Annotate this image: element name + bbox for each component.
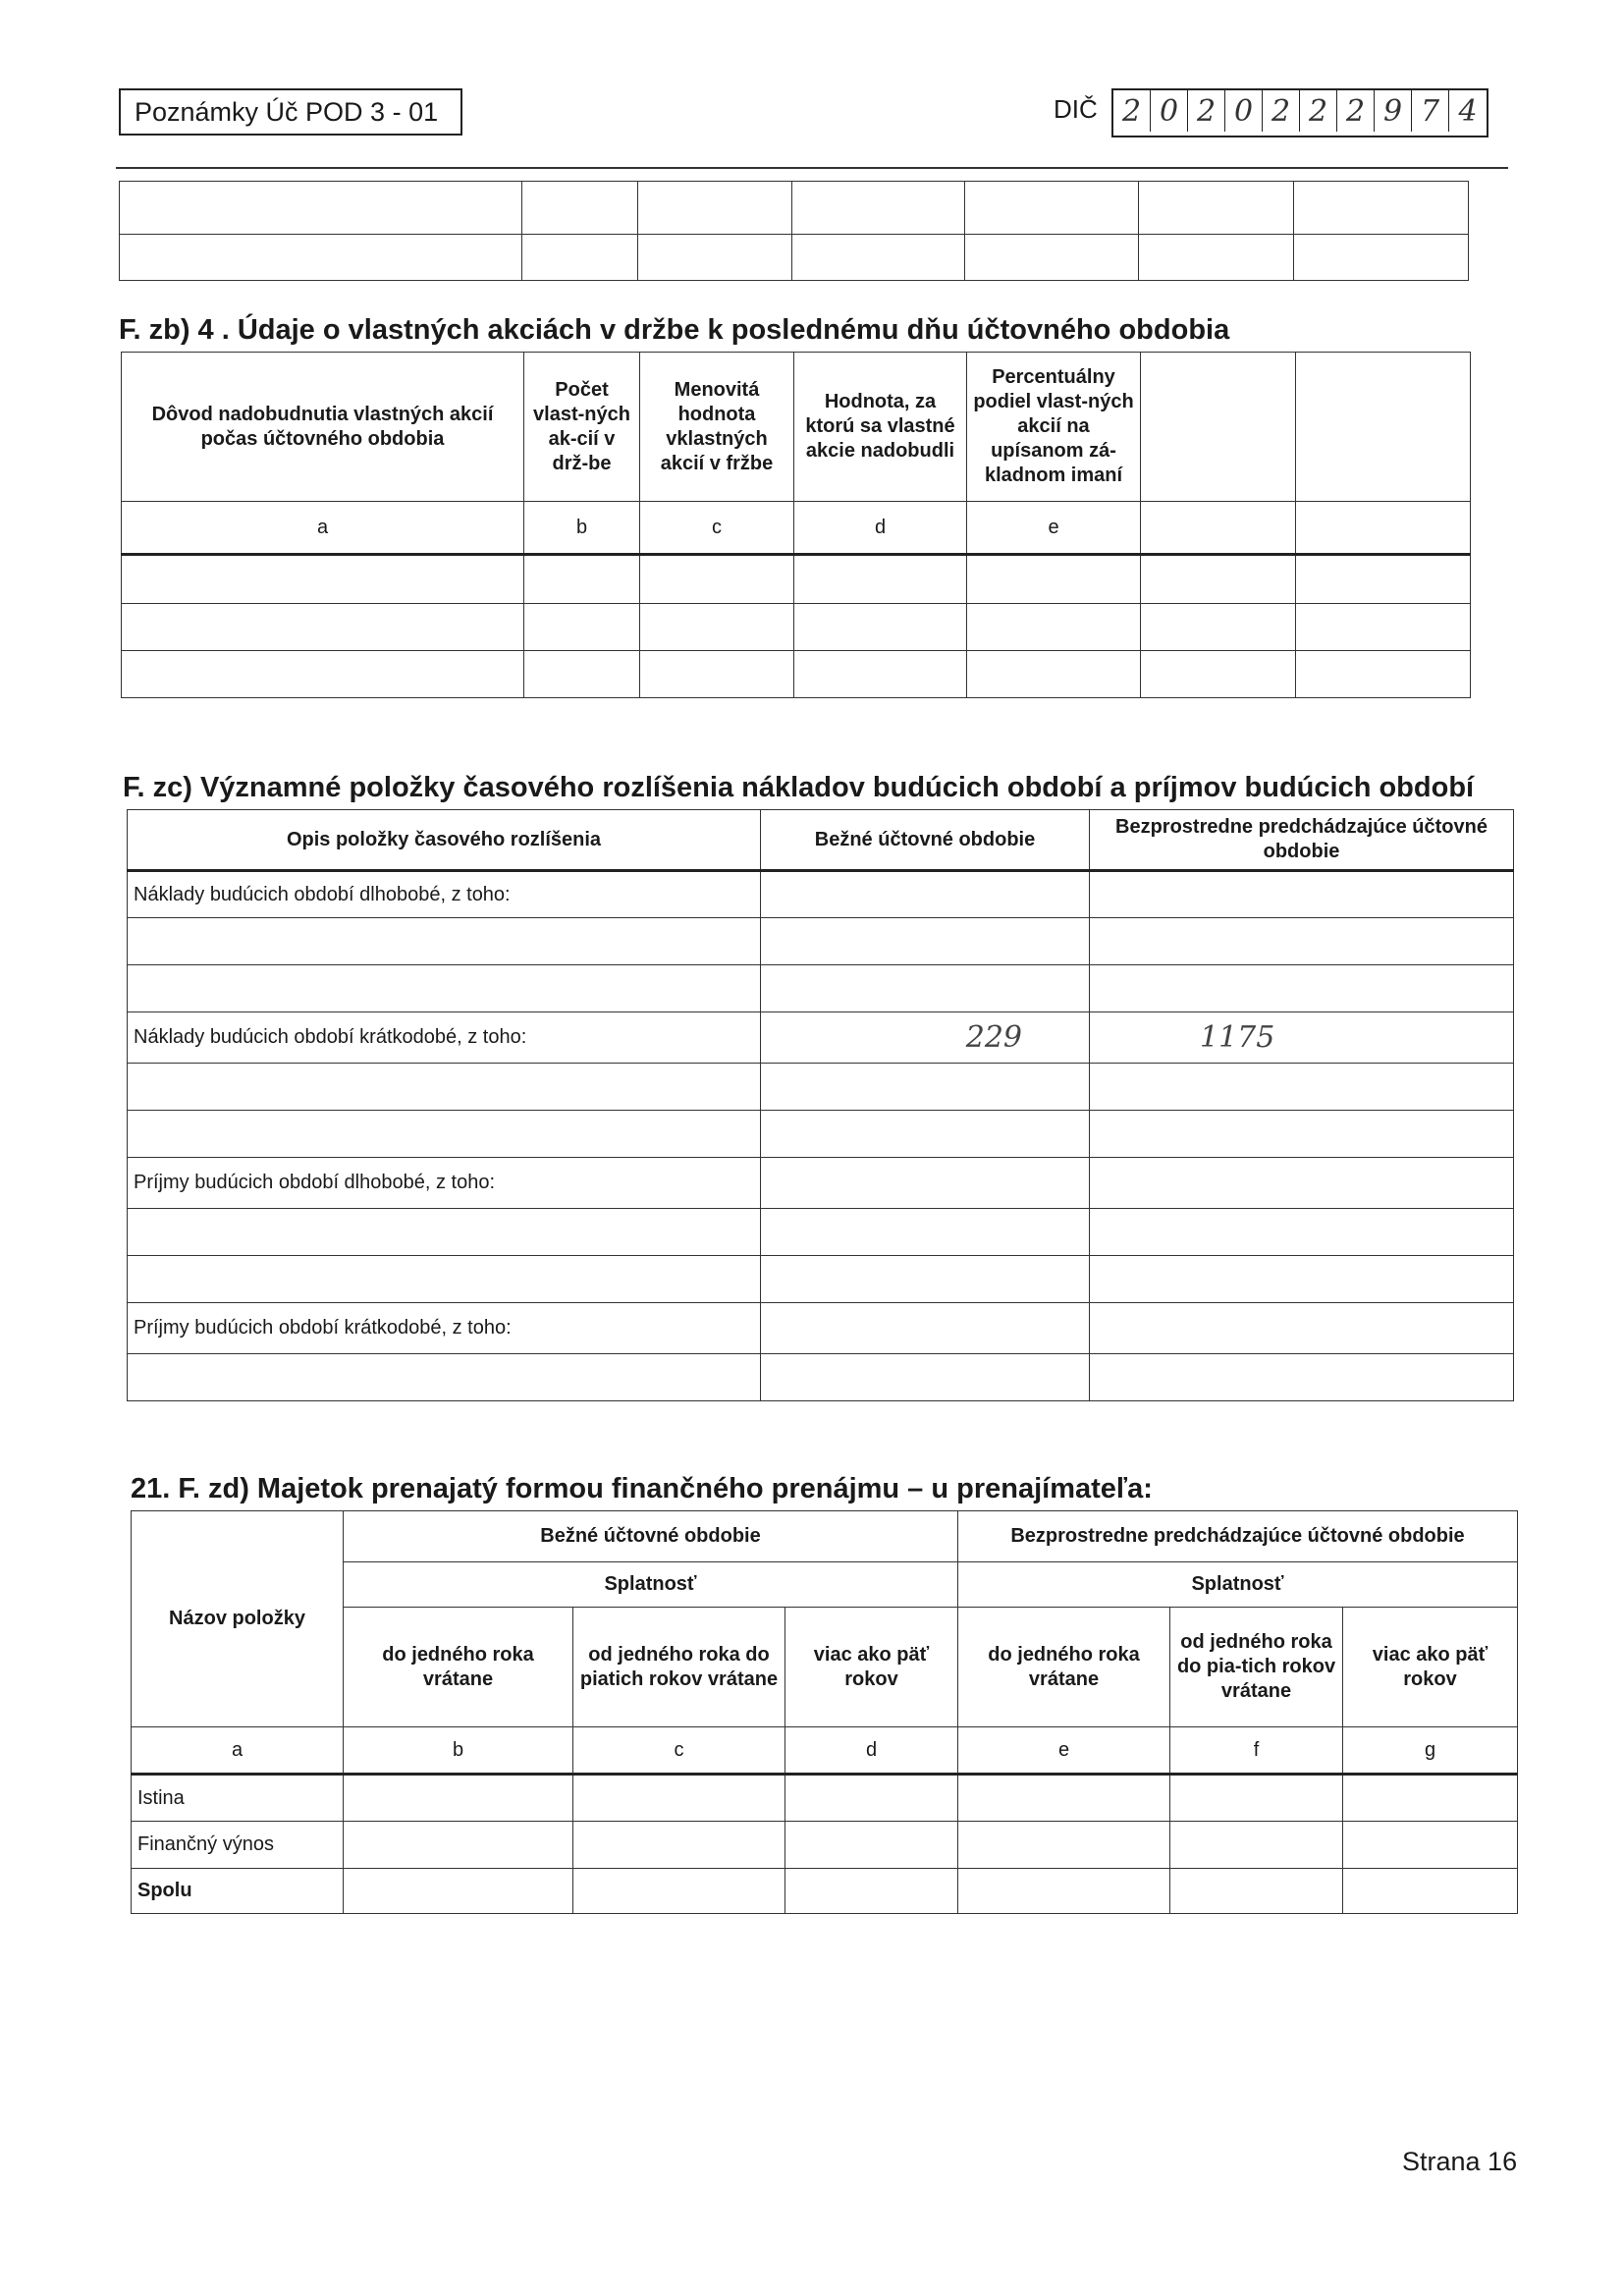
table-cell[interactable] bbox=[958, 1869, 1170, 1914]
table-cell[interactable] bbox=[128, 1064, 761, 1111]
previous-period-cell[interactable] bbox=[1090, 871, 1514, 918]
table-cell[interactable] bbox=[958, 1775, 1170, 1822]
column-letter: g bbox=[1343, 1727, 1518, 1775]
column-letter: f bbox=[1170, 1727, 1343, 1775]
current-period-header: Bežné účtovné obdobie bbox=[344, 1511, 958, 1562]
table-cell[interactable] bbox=[1139, 182, 1294, 235]
current-period-cell[interactable] bbox=[761, 871, 1090, 918]
row-label: Finančný výnos bbox=[132, 1822, 344, 1869]
table-cell[interactable] bbox=[524, 555, 640, 604]
table-cell[interactable] bbox=[122, 604, 524, 651]
table-cell[interactable] bbox=[1296, 604, 1471, 651]
table-cell[interactable] bbox=[792, 182, 965, 235]
table-cell[interactable] bbox=[967, 604, 1141, 651]
column-letter: b bbox=[524, 502, 640, 555]
column-header: do jedného roka vrátane bbox=[958, 1608, 1170, 1727]
dic-digit: 0 bbox=[1225, 90, 1263, 132]
dic-digit: 2 bbox=[1113, 90, 1151, 132]
table-cell[interactable] bbox=[638, 182, 792, 235]
previous-period-cell[interactable]: 1175 bbox=[1090, 1012, 1514, 1064]
table-cell[interactable] bbox=[785, 1822, 958, 1869]
dic-digit: 0 bbox=[1151, 90, 1188, 132]
table-cell[interactable] bbox=[761, 965, 1090, 1012]
table-cell[interactable] bbox=[1294, 235, 1469, 281]
table-cell[interactable] bbox=[1343, 1869, 1518, 1914]
dic-digit: 7 bbox=[1412, 90, 1449, 132]
table-cell[interactable] bbox=[524, 604, 640, 651]
column-header: od jedného roka do piatich rokov vrátane bbox=[573, 1608, 785, 1727]
table-cell[interactable] bbox=[344, 1822, 573, 1869]
table-cell[interactable] bbox=[1090, 1256, 1514, 1303]
table-cell[interactable] bbox=[1343, 1822, 1518, 1869]
table-cell[interactable] bbox=[1141, 604, 1296, 651]
previous-period-cell[interactable] bbox=[1090, 1303, 1514, 1354]
row-label: Náklady budúcich období krátkodobé, z toho: bbox=[128, 1012, 761, 1064]
table-cell[interactable] bbox=[1090, 1064, 1514, 1111]
column-letter: e bbox=[967, 502, 1141, 555]
table-cell[interactable] bbox=[128, 1209, 761, 1256]
item-header: Názov položky bbox=[132, 1511, 344, 1727]
column-header: Dôvod nadobudnutia vlastných akcií počas účtovného obdobia bbox=[122, 353, 524, 502]
table-cell[interactable] bbox=[1090, 965, 1514, 1012]
finance-lease-table bbox=[131, 1510, 1518, 1914]
table-cell[interactable] bbox=[1343, 1775, 1518, 1822]
row-label: Istina bbox=[132, 1775, 344, 1822]
column-header: Bežné účtovné obdobie bbox=[761, 810, 1090, 871]
table-cell[interactable] bbox=[794, 604, 967, 651]
table-cell[interactable] bbox=[1141, 555, 1296, 604]
table-cell[interactable] bbox=[522, 182, 638, 235]
table-cell[interactable] bbox=[128, 1111, 761, 1158]
table-cell[interactable] bbox=[122, 555, 524, 604]
maturity-header: Splatnosť bbox=[958, 1562, 1518, 1608]
column-letter: c bbox=[573, 1727, 785, 1775]
table-cell[interactable] bbox=[785, 1775, 958, 1822]
column-letter: a bbox=[122, 502, 524, 555]
column-header: Opis položky časového rozlíšenia bbox=[128, 810, 761, 871]
dic-digit: 9 bbox=[1375, 90, 1412, 132]
table-cell[interactable] bbox=[1141, 651, 1296, 698]
column-letter: c bbox=[640, 502, 794, 555]
table-cell[interactable] bbox=[965, 235, 1139, 281]
continuation-table bbox=[119, 181, 1469, 281]
table-cell[interactable] bbox=[1090, 918, 1514, 965]
row-label-total: Spolu bbox=[132, 1869, 344, 1914]
table-cell[interactable] bbox=[573, 1775, 785, 1822]
row-label: Príjmy budúcich období krátkodobé, z toho: bbox=[128, 1303, 761, 1354]
table-cell[interactable] bbox=[761, 918, 1090, 965]
table-cell[interactable] bbox=[120, 182, 522, 235]
table-cell[interactable] bbox=[1170, 1869, 1343, 1914]
dic-digit: 2 bbox=[1263, 90, 1300, 132]
column-header: Počet vlast-ných ak-cií v drž-be bbox=[524, 353, 640, 502]
column-header: do jedného roka vrátane bbox=[344, 1608, 573, 1727]
table-cell[interactable] bbox=[522, 235, 638, 281]
dic-digit: 2 bbox=[1188, 90, 1225, 132]
column-letter bbox=[1141, 502, 1296, 555]
previous-period-header: Bezprostredne predchádzajúce účtovné obdobie bbox=[958, 1511, 1518, 1562]
table-cell[interactable] bbox=[967, 651, 1141, 698]
table-cell[interactable] bbox=[1090, 1354, 1514, 1401]
column-header: Menovitá hodnota vklastných akcií v fržbe bbox=[640, 353, 794, 502]
column-header: Bezprostredne predchádzajúce účtovné obdobie bbox=[1090, 810, 1514, 871]
column-header: Hodnota, za ktorú sa vlastné akcie nadobudli bbox=[794, 353, 967, 502]
table-cell[interactable] bbox=[785, 1869, 958, 1914]
current-period-cell[interactable] bbox=[761, 1303, 1090, 1354]
table-cell[interactable] bbox=[794, 651, 967, 698]
form-label: Poznámky Úč POD 3 - 01 bbox=[119, 88, 462, 136]
column-header bbox=[1141, 353, 1296, 502]
table-cell[interactable] bbox=[1294, 182, 1469, 235]
section-zc-title: F. zc) Významné položky časového rozlíšenia nákladov budúcich období a príjmov budúcich období bbox=[123, 772, 1475, 803]
table-cell[interactable] bbox=[1090, 1209, 1514, 1256]
table-cell[interactable] bbox=[128, 1354, 761, 1401]
column-header: viac ako päť rokov bbox=[1343, 1608, 1518, 1727]
own-shares-table bbox=[121, 352, 1471, 698]
table-cell[interactable] bbox=[573, 1822, 785, 1869]
dic-digit: 4 bbox=[1458, 94, 1478, 129]
table-cell[interactable] bbox=[524, 651, 640, 698]
dic-label: DIČ bbox=[1054, 94, 1098, 124]
table-cell[interactable] bbox=[1296, 651, 1471, 698]
table-cell[interactable] bbox=[761, 1209, 1090, 1256]
table-cell[interactable] bbox=[120, 235, 522, 281]
column-letter: a bbox=[132, 1727, 344, 1775]
current-period-cell[interactable]: 229 bbox=[761, 1012, 1090, 1064]
column-letter: e bbox=[958, 1727, 1170, 1775]
column-header: viac ako päť rokov bbox=[785, 1608, 958, 1727]
column-header: Percentuálny podiel vlast-ných akcií na upísanom zá-kladnom imaní bbox=[967, 353, 1141, 502]
table-cell[interactable] bbox=[1139, 235, 1294, 281]
dic-digit: 2 bbox=[1300, 90, 1337, 132]
section-zb-title: F. zb) 4 . Údaje o vlastných akciách v držbe k poslednému dňu účtovného obdobia bbox=[119, 314, 1230, 346]
table-cell[interactable] bbox=[761, 1256, 1090, 1303]
table-cell[interactable] bbox=[967, 555, 1141, 604]
table-cell[interactable] bbox=[1170, 1822, 1343, 1869]
table-cell[interactable] bbox=[640, 651, 794, 698]
column-letter: d bbox=[785, 1727, 958, 1775]
table-cell[interactable] bbox=[1170, 1775, 1343, 1822]
dic-field[interactable] bbox=[1111, 88, 1488, 137]
table-cell[interactable] bbox=[965, 182, 1139, 235]
page-number: Strana 16 bbox=[1402, 2147, 1518, 2176]
table-cell[interactable] bbox=[638, 235, 792, 281]
table-cell[interactable] bbox=[122, 651, 524, 698]
table-cell[interactable] bbox=[128, 1256, 761, 1303]
table-cell[interactable] bbox=[344, 1775, 573, 1822]
maturity-header: Splatnosť bbox=[344, 1562, 958, 1608]
row-label: Náklady budúcich období dlhobobé, z toho: bbox=[128, 871, 761, 918]
table-cell[interactable] bbox=[128, 965, 761, 1012]
table-cell[interactable] bbox=[344, 1869, 573, 1914]
table-cell[interactable] bbox=[640, 604, 794, 651]
current-period-cell[interactable] bbox=[761, 1158, 1090, 1209]
table-cell[interactable] bbox=[794, 555, 967, 604]
accruals-table bbox=[127, 809, 1514, 1401]
table-cell[interactable] bbox=[640, 555, 794, 604]
table-cell[interactable] bbox=[958, 1822, 1170, 1869]
table-cell[interactable] bbox=[128, 918, 761, 965]
column-header bbox=[1296, 353, 1471, 502]
previous-period-cell[interactable] bbox=[1090, 1158, 1514, 1209]
column-letter: b bbox=[344, 1727, 573, 1775]
column-letter bbox=[1296, 502, 1471, 555]
column-letter: d bbox=[794, 502, 967, 555]
section-zd-title: 21. F. zd) Majetok prenajatý formou finančného prenájmu – u prenajímateľa: bbox=[131, 1473, 1153, 1504]
table-cell[interactable] bbox=[761, 1111, 1090, 1158]
dic-digit: 2 bbox=[1337, 90, 1375, 132]
table-cell[interactable] bbox=[1090, 1111, 1514, 1158]
row-label: Príjmy budúcich období dlhobobé, z toho: bbox=[128, 1158, 761, 1209]
column-header: od jedného roka do pia-tich rokov vrátane bbox=[1170, 1608, 1343, 1727]
table-cell[interactable] bbox=[761, 1354, 1090, 1401]
table-cell[interactable] bbox=[573, 1869, 785, 1914]
table-cell[interactable] bbox=[1296, 555, 1471, 604]
table-cell[interactable] bbox=[761, 1064, 1090, 1111]
header-divider bbox=[116, 167, 1508, 169]
table-cell[interactable] bbox=[792, 235, 965, 281]
